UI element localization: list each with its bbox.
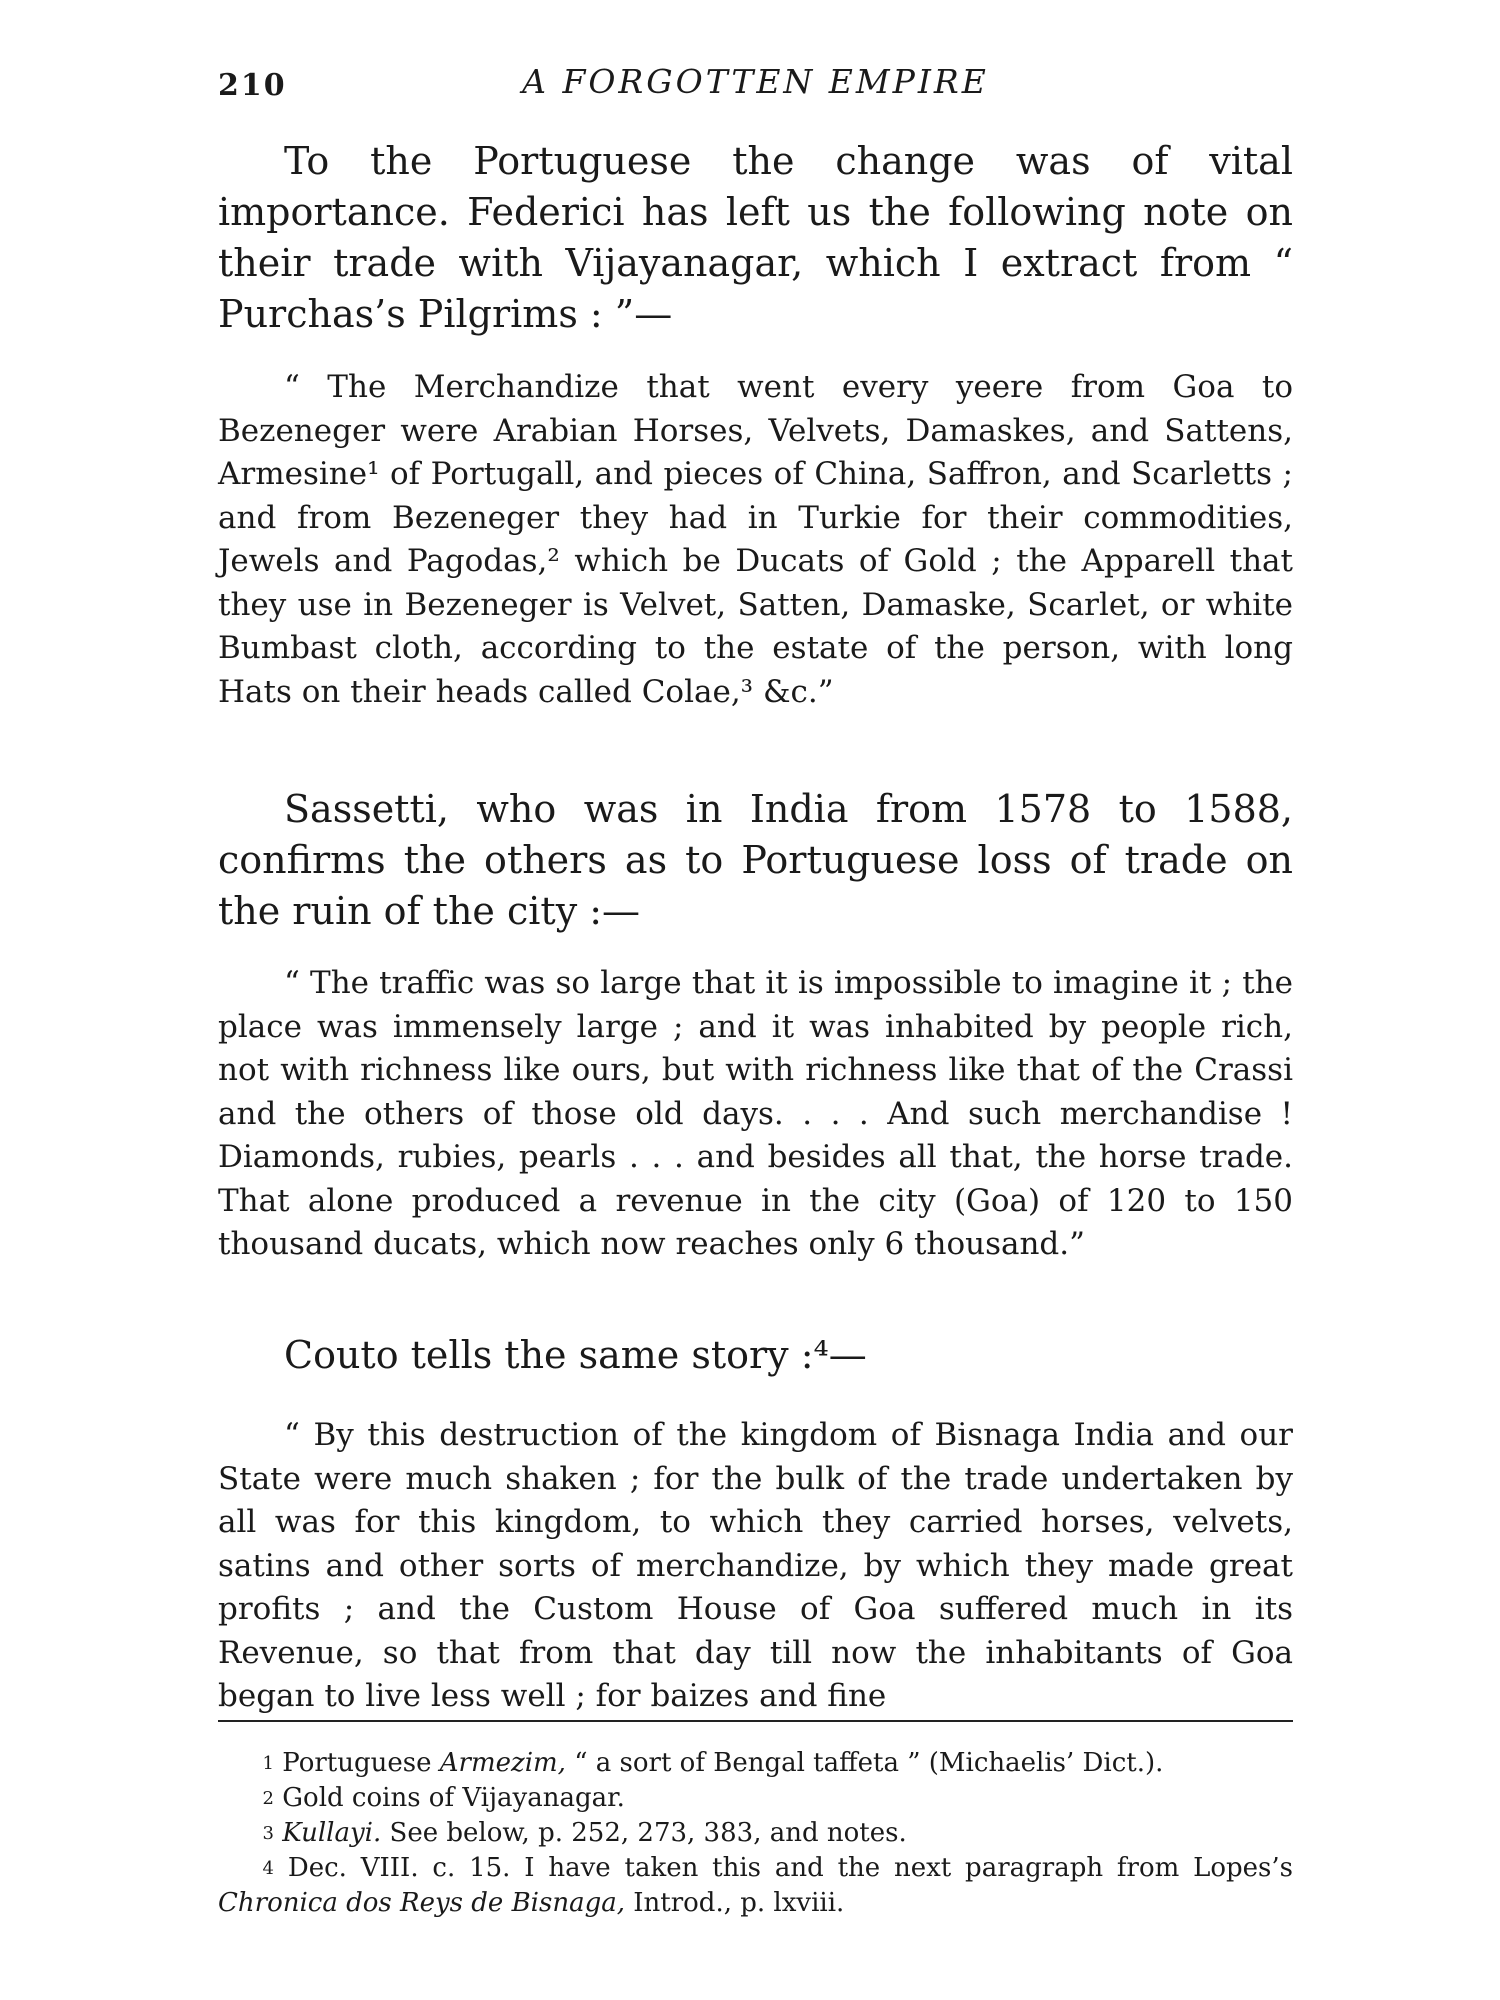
footnote-italic: Kullayi.: [282, 1818, 382, 1848]
paragraph-portuguese-change: [218, 136, 1293, 340]
quote-text: “ The traffic was so large that it is impossible to imagine it ; the place was immensely large ; and it was inhabited by people rich, not with richness like ours, but with richness like that of the Crassi and the others of those old days. . . . And such merchandise ! Diamonds, rubies, pearls . . . and besides all that, the horse trade. That alone produced a revenue in the city (Goa) of 120 to 150 thousand ducats, which now reaches only 6 thousand.”: [218, 965, 1293, 1262]
quote-text: “ By this destruction of the kingdom of Bisnaga India and our State were much shaken ; for the bulk of the trade undertaken by all was for this kingdom, to which they carried horses, velvets, satins and other sorts of merchandize, by which they made great profits ; and the Custom House of Goa suffered much in its Revenue, so that from that day till now the inhabitants of Goa began to live less well ; for baizes and fine: [218, 1417, 1293, 1714]
quote-federici: [218, 366, 1293, 714]
paragraph-text: Sassetti, who was in India from 1578 to 1588, confirms the others as to Portuguese loss of trade on the ruin of the city :—: [218, 787, 1293, 933]
footnote-italic: Armezim,: [439, 1748, 566, 1778]
footnote-1: 1 Portuguese Armezim, “ a sort of Bengal taffeta ” (Michaelis’ Dict.).: [218, 1746, 1293, 1781]
footnote-italic: Chronica dos Reys de Bisnaga,: [218, 1888, 625, 1918]
paragraph-couto: [218, 1330, 1293, 1381]
running-title: A FORGOTTEN EMPIRE: [522, 62, 989, 101]
footnotes: [218, 1746, 1293, 1921]
footnote-mark: 2: [262, 1788, 274, 1809]
footnote-mark: 1: [262, 1753, 274, 1774]
footnote-mark: 3: [262, 1823, 274, 1844]
paragraph-text: To the Portuguese the change was of vital importance. Federici has left us the following note on their trade with Vijayanagar, which I extract from “ Purchas’s Pilgrims : ”—: [218, 139, 1293, 336]
footnote-4: 4 Dec. VIII. c. 15. I have taken this and the next paragraph from Lopes’s Chronica dos Reys de Bisnaga, Introd., p. lxviii.: [218, 1853, 1293, 1918]
footnote-3: 3 Kullayi. See below, p. 252, 273, 383, and notes.: [218, 1816, 1293, 1851]
footnote-mark: 4: [262, 1858, 274, 1879]
quote-text: “ The Merchandize that went every yeere from Goa to Bezeneger were Arabian Horses, Velvets, Damaskes, and Sattens, Armesine¹ of Portugall, and pieces of China, Saffron, and Scarletts ; and from Bezeneger they had in Turkie for their commodities, Jewels and Pagodas,² which be Ducats of Gold ; the Apparell that they use in Bezeneger is Velvet, Satten, Damaske, Scarlet, or white Bumbast cloth, according to the estate of the person, with long Hats on their heads called Colae,³ &c.”: [218, 369, 1293, 710]
paragraph-sassetti: [218, 784, 1293, 937]
footnote-divider: [218, 1720, 1293, 1722]
paragraph-text: Couto tells the same story :⁴—: [284, 1333, 867, 1377]
page-number: 210: [218, 68, 287, 103]
quote-sassetti: [218, 962, 1293, 1267]
footnote-2: 2 Gold coins of Vijayanagar.: [218, 1781, 1293, 1816]
page-header: [218, 62, 1293, 112]
quote-couto: [218, 1414, 1293, 1719]
